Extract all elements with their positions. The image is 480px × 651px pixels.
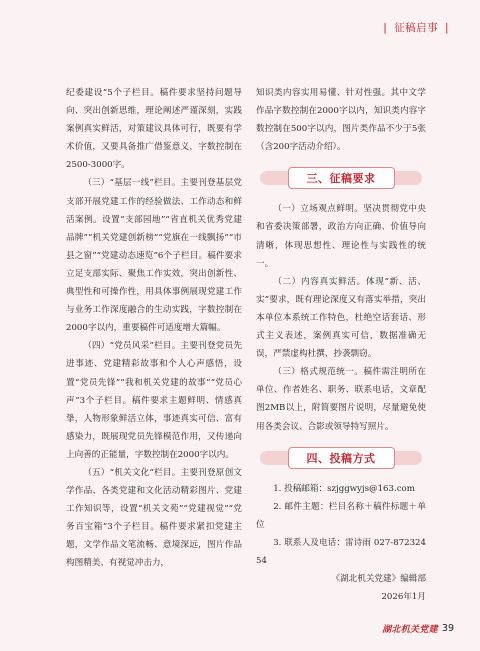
page-number: 39 [441, 623, 454, 634]
paragraph-culture: （五）“机关文化”栏目。主要刊登原创文学作品、各类党建和文化活动精彩图片、党建工作知识等，设置“机关文苑”“党建视觉”“党务百宝箱”3个子栏目。稿件要求紧扣党建主题，文学作品文笔流畅、意境深远，图片作品构图精美、有视觉冲击力， [66, 467, 242, 569]
signature: 《湖北机关党建》编辑部 [331, 574, 426, 585]
section-title: 三、征稿要求 [288, 167, 395, 189]
submission-contact: 3. 联系人及电话：雷诗雨 027-87232454 [256, 537, 426, 566]
requirement-item: （二）内容真实鲜活。体现“新、活、实”要求，既有理论深度又有落实举措，突出本单位本系统工作特色，杜绝空话套话、形式主义表述，案例真实可信，数据准确无误，严禁虚构杜撰、抄袭剽窃。 [256, 276, 426, 360]
magazine-logo: 湖北机关党建 [382, 625, 438, 635]
running-head-bar: | [383, 22, 388, 34]
running-head-bar-end: | [444, 22, 449, 34]
submission-email: 1. 投稿邮箱：szjggwyjs@163.com [273, 483, 415, 494]
requirement-item: （三）格式规范统一。稿件需注明所在单位、作者姓名、职务、联系电话，文章配图2MB以上，附简要图片说明，尽量避免使用各类会议、合影或领导特写照片。 [256, 367, 426, 432]
section-heading-submission [256, 445, 426, 471]
left-column [66, 84, 242, 573]
section-title: 四、投稿方式 [288, 447, 395, 469]
submission-list [256, 480, 426, 607]
paragraph-party-members: （四）“党员风采”栏目。主要刊登党员先进事迹、党建精彩故事和个人心声感悟，设置“党员先锋”“我和机关党建的故事”“党员心声”3个子栏目。稿件要求主题鲜明、情感真挚，人物形象鲜活立体，事迹真实可信、富有感染力，既展现党员先锋模范作用，又传递向上向善的正能量，字数控制在2000字以内。 [66, 341, 242, 460]
date: 2026年1月 [381, 592, 426, 603]
section-heading-requirements [256, 165, 426, 191]
paragraph: 纪委建设”5个子栏目。稿件要求坚持问题导向、突出创新思维，理论阐述严谨深刻，实践案例真实鲜活，对策建议具体可行，既要有学术价值，又要具备推广借鉴意义，字数控制在2500-3000字。 [66, 88, 242, 171]
page-footer [382, 622, 454, 635]
submission-subject: 2. 邮件主题：栏目名称＋稿件标题＋单位 [256, 501, 426, 530]
running-head [380, 20, 452, 35]
requirement-item: （一）立场观点鲜明。坚决贯彻党中央和省委决策部署，政治方向正确、价值导向清晰，体现思想性、理论性与实践性的统一。 [256, 204, 426, 269]
paragraph: 知识类内容实用易懂、针对性强。其中文学作品字数控制在2000字以内，知识类内容字数控制在500字以内，图片类作品不少于5张（含200字活动介绍）。 [256, 88, 426, 153]
right-column [256, 84, 426, 606]
section-label: 征稿启事 [394, 22, 439, 34]
paragraph-grassroots: （三）“基层一线”栏目。主要刊登基层党支部开展党建工作的经验做法、工作动态和鲜活案例。设置“支部园地”“省直机关优秀党建品牌”“机关党建创新榜”“党旗在一线飘扬”“市县之窗”“党建动态速览”6个子栏目。稿件要求立足支部实际、聚焦工作实效，突出创新性、典型性和可操作性，用具体事例展现党建工作与业务工作深度融合的生动实践，字数控制在2000字以内，重要稿件可适度增大篇幅。 [66, 178, 242, 334]
